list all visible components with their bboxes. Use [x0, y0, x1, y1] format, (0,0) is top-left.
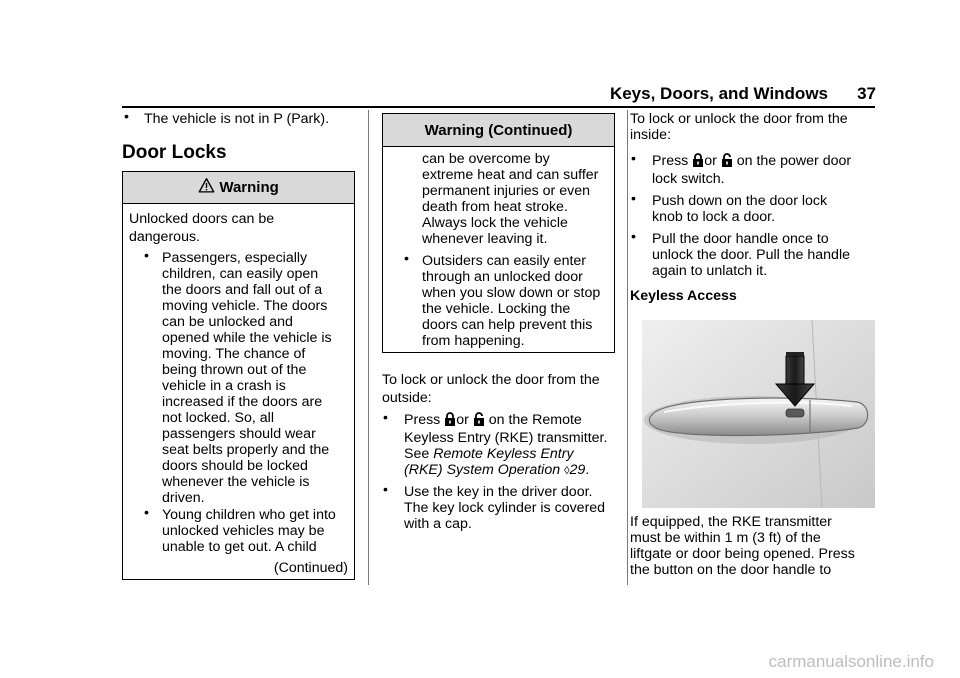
text-line: doors can help prevent this — [422, 317, 593, 333]
warning-triangle-icon — [198, 177, 215, 194]
door-handle-image — [642, 320, 875, 508]
keyless-access-text — [630, 514, 875, 578]
text-line: opened while the vehicle is — [162, 330, 332, 346]
text-line: whenever the vehicle is — [162, 474, 310, 490]
text-line: the vehicle. Locking the — [422, 301, 571, 317]
continued-label: (Continued) — [273, 560, 348, 576]
text-line: Outsiders can easily enter — [422, 253, 587, 269]
header-rule — [122, 106, 875, 108]
bullet-marker: • — [144, 248, 149, 264]
text-line: can be overcome by — [422, 151, 550, 167]
text-line: seat belts properly and the — [162, 442, 330, 458]
outside-intro-line: To lock or unlock the door from the — [382, 372, 600, 388]
text-line: passengers should wear — [162, 426, 316, 442]
bullet-marker: • — [631, 191, 636, 207]
text-line: through an unlocked door — [422, 269, 583, 285]
text-line: not locked. So, all — [162, 410, 274, 426]
page-number: 37 — [857, 84, 876, 103]
page-ref-arrow-icon: ◊ — [564, 465, 570, 477]
rke-text: on the Remote — [488, 412, 582, 428]
text-line: doors should be locked — [162, 458, 308, 474]
warning-intro-line: Unlocked doors can be — [129, 211, 275, 227]
warning-continued-bullet — [422, 253, 612, 349]
text-line: again to unlatch it. — [652, 263, 768, 279]
text-line: the button on the door handle to — [630, 562, 832, 578]
text-line: moving vehicle. The doors — [162, 298, 328, 314]
text-line: Pull the door handle once to — [652, 231, 829, 247]
knob-bullet-text — [652, 193, 872, 225]
inside-intro-line: To lock or unlock the door from the — [630, 111, 848, 127]
see-period: . — [585, 462, 590, 478]
text-line: with a cap. — [404, 516, 472, 532]
text-line: Push down on the door lock — [652, 193, 828, 209]
text-line: unlocked vehicles may be — [162, 523, 325, 539]
warning-continued-header — [383, 114, 614, 147]
unlock-icon — [721, 153, 733, 167]
outside-intro-line: outside: — [382, 390, 432, 406]
text-line: must be within 1 m (3 ft) of the — [630, 530, 821, 546]
see-reference-link[interactable]: Remote Keyless Entry — [433, 446, 574, 462]
bullet-marker: • — [631, 229, 636, 245]
warning-continued-text — [422, 151, 612, 247]
warning-bullet-1 — [162, 250, 352, 506]
text-line: can be unlocked and — [162, 314, 293, 330]
bullet-marker: • — [631, 151, 636, 167]
press-word: Press — [404, 412, 441, 428]
bullet-park-text: The vehicle is not in P (Park). — [144, 111, 330, 127]
or-word: or — [704, 153, 717, 169]
text-line: the doors and fall out of a — [162, 282, 323, 298]
see-line-2 — [404, 462, 589, 479]
text-line: unlock the door. Pull the handle — [652, 247, 850, 263]
section-title: Door Locks — [122, 142, 227, 163]
key-bullet-text — [404, 484, 624, 532]
handle-bullet-text — [652, 231, 874, 279]
text-line: If equipped, the RKE transmitter — [630, 514, 832, 530]
warning-intro-line: dangerous. — [129, 229, 200, 245]
unlock-icon — [473, 412, 485, 426]
text-line: The key lock cylinder is covered — [404, 500, 606, 516]
or-word: or — [456, 412, 469, 428]
text-line: Always lock the vehicle — [422, 215, 568, 231]
see-reference-link[interactable]: (RKE) System Operation — [404, 462, 561, 478]
text-line: permanent injuries or even — [422, 183, 590, 199]
warning-continued-title: Warning (Continued) — [424, 122, 573, 139]
text-line: vehicle in a crash is — [162, 378, 286, 394]
text-line: whenever leaving it. — [422, 231, 548, 247]
inside-intro-line: inside: — [630, 127, 672, 143]
warning-title: Warning — [219, 179, 279, 196]
text-line: liftgate or door being opened. Press — [630, 546, 855, 562]
lock-icon — [692, 153, 704, 167]
press-word: Press — [652, 153, 689, 169]
lock-icon — [444, 412, 456, 426]
bullet-marker: • — [124, 109, 129, 125]
text-line: Young children who get into — [162, 507, 336, 523]
keyless-access-heading: Keyless Access — [630, 288, 737, 304]
text-line: unable to get out. A child — [162, 539, 317, 555]
text-line: when you slow down or stop — [422, 285, 601, 301]
text-line: driven. — [162, 490, 205, 506]
rke-bullet-line — [404, 412, 582, 428]
rke-line-2: Keyless Entry (RKE) transmitter. — [404, 430, 608, 446]
bullet-marker: • — [383, 410, 388, 426]
chapter-title: Keys, Doors, and Windows — [609, 84, 828, 103]
column-divider-2 — [627, 110, 628, 585]
see-page-number[interactable]: 29 — [569, 462, 586, 478]
warning-header — [123, 172, 354, 204]
text-line: increased if the doors are — [162, 394, 323, 410]
see-line-1 — [404, 446, 574, 462]
text-line: being thrown out of the — [162, 362, 307, 378]
bullet-marker: • — [404, 251, 409, 267]
text-line: children, can easily open — [162, 266, 319, 282]
text-line: from happening. — [422, 333, 525, 349]
text-line: Passengers, especially — [162, 250, 308, 266]
watermark: carmanualsonline.info — [768, 652, 934, 671]
text-line: knob to lock a door. — [652, 209, 776, 225]
text-line: death from heat stroke. — [422, 199, 568, 215]
power-bullet-line — [652, 153, 851, 169]
text-line: extreme heat and can suffer — [422, 167, 599, 183]
column-divider-1 — [368, 110, 369, 585]
warning-bullet-2 — [162, 507, 352, 555]
see-word: See — [404, 446, 430, 462]
power-text: on the power door — [736, 153, 852, 169]
door-handle-illustration — [642, 320, 875, 508]
bullet-marker: • — [144, 505, 149, 521]
bullet-marker: • — [383, 482, 388, 498]
text-line: Use the key in the driver door. — [404, 484, 593, 500]
text-line: moving. The chance of — [162, 346, 306, 362]
power-line-2: lock switch. — [652, 171, 725, 187]
